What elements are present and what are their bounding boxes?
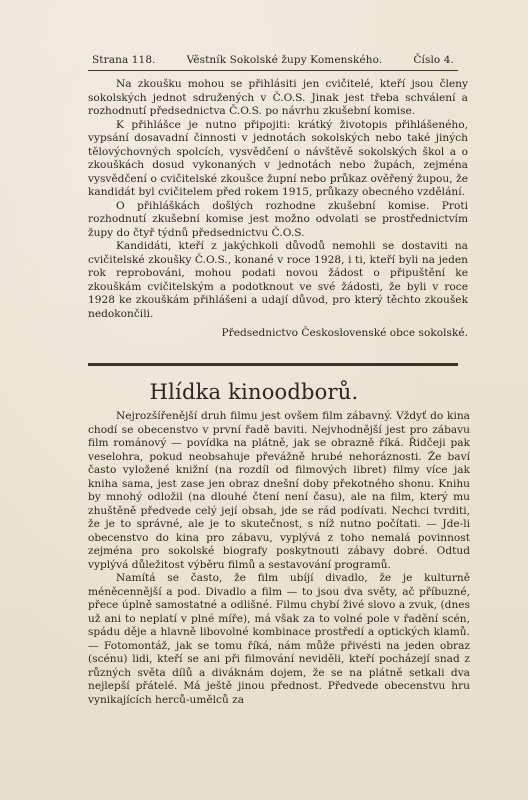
page-header xyxy=(92,54,454,66)
section-divider xyxy=(88,363,458,366)
article-body xyxy=(88,410,470,707)
notice-paragraph: Kandidáti, kteří z jakýchkoli důvodů nemohli se dostaviti na cvičitelské zkoušky Č.O.S., konané v roce 1928, i ti, kteří byli na jeden rok reprobováni, mohou podati novou žádost o připuštění ke zkouškám cvičitelským a podotknout ve své žádosti, že byli v roce 1928 ke zkouškám přihlášeni a udají důvod, pro který těchto zkoušek nedokončili. xyxy=(88,240,468,320)
notice-paragraph: K přihlášce je nutno připojiti: krátký životopis přihlášeného, vypsání dosavadní činnosti v jednotách sokolských nebo také jiných tělovýchovných spolcích, vysvědčení o návštěvě sokolských škol a o zkouškách dosud vykonaných v jednotách nebo župách, zejména vysvědčení o cvičitelské zkoušce župní nebo průkaz ověřený župou, že kandidát byl cvičitelem před rokem 1915, průkazy obecného vzdělání. xyxy=(88,118,468,198)
article-title: Hlídka kinoodborů. xyxy=(149,380,359,404)
notice-signature: Předsednictvo Československé obce sokolské. xyxy=(221,327,468,339)
notice-paragraph: Na zkoušku mohou se přihlásiti jen cvičitelé, kteří jsou členy sokolských jednot sdružených v Č.O.S. Jinak jest třeba schválení a rozhodnutí předsednictva Č.O.S. po návrhu zkušební komise. xyxy=(88,78,468,117)
header-rule xyxy=(88,70,458,71)
page-number: Strana 118. xyxy=(92,54,156,66)
notice-paragraph: O přihláškách došlých rozhodne zkušební komise. Proti rozhodnutí zkušební komise jest možno odvolati se prostřednictvím župy do čtyř týdnů předsednictvu Č.O.S. xyxy=(88,199,468,239)
issue-number: Číslo 4. xyxy=(413,54,454,66)
journal-title: Věstník Sokolské župy Komenského. xyxy=(186,54,383,66)
article-paragraph: Nejrozšířenější druh filmu jest ovšem film zábavný. Vždyť do kina chodí se obecenstvo v první řadě baviti. Nejvhodnější jest pro zábavu film románový — povídka na plátně, jak se obrazně říká. Řidčeji pak veselohra, pokud neobsahuje převážně hrubé nehoráznosti. Že baví často vyložené knižní (na rozdíl od filmových libret) filmy více jak kniha sama, jest zase jen obraz dnešní doby překotného shonu. Knihu by mnohý odložil (na dlouhé čtení není času), ale na film, který mu zhuštěně předvede celý její obsah, jde se rád podívati. Nechci tvrditi, že je to správné, ale je to skutečnost, s níž nutno počítati. — Jde-li obecenstvo do kina pro zábavu, vyplývá z toho nemalá povinnost zejména pro sokolské biografy poskytnouti zábavy dobré. Odtud vyplývá důležitost výběru filmů a sestavování programů. xyxy=(88,410,470,571)
notice-section xyxy=(88,78,468,341)
article-paragraph: Namítá se často, že film ubíjí divadlo, že je kulturně méněcennější a pod. Divadlo a film — to jsou dva světy, ač příbuzné, přece úplně samostatné a odlišné. Filmu chybí živé slovo a zvuk, (dnes už ani to neplatí v plné míře), má však za to volné pole v řadění scén, spádu děje a hlavně libovolné kombinace prostředí a optických klamů. — Fotomontáž, jak se tomu říká, nám může přivésti na jeden obraz (scénu) lidi, kteří se ani při filmování neviděli, kteří pocházejí snad z různých světa dílů a diváknám dojem, že se na plátně setkali dva nejlepší přátelé. Má ještě jinou přednost. Předvede obecenstvu hru vynikajících herců-umělců za xyxy=(88,572,470,706)
